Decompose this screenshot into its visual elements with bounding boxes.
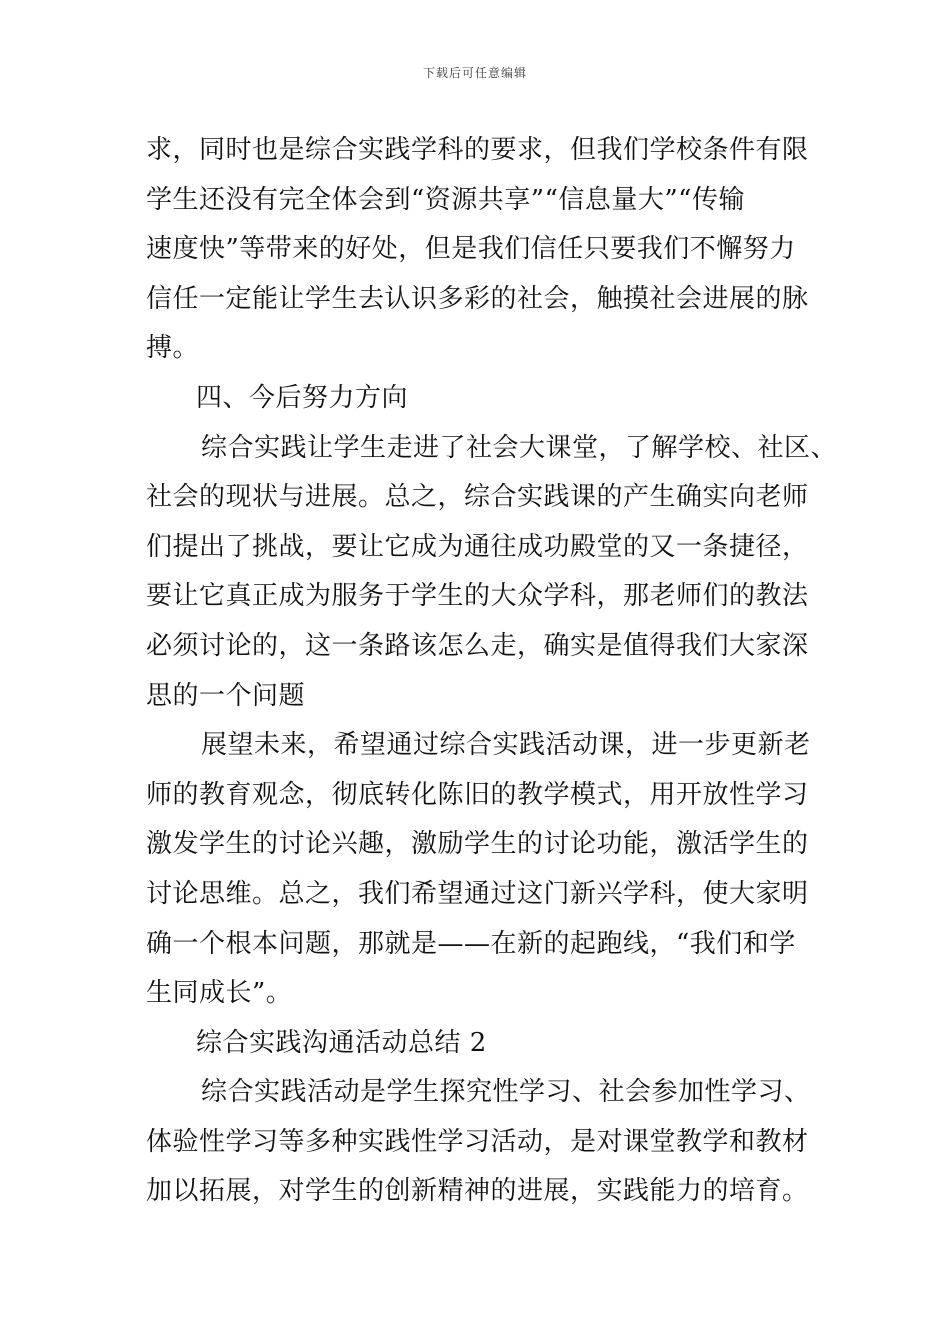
- text-line: 要让它真正成为服务于学生的大众学科，那老师们的教法: [146, 581, 809, 612]
- text-line: 求，同时也是综合实践学科的要求，但我们学校条件有限: [146, 135, 809, 165]
- text-line: 生同成长”。: [146, 978, 293, 1009]
- text-line: 社会的现状与进展。总之，综合实践课的产生确实向老师: [146, 482, 809, 513]
- text-line: 激发学生的讨论兴趣，激励学生的讨论功能，激活学生的: [146, 829, 809, 860]
- text-line: 体验性学习等多种实践性学习活动，是对课堂教学和教材: [146, 1126, 809, 1157]
- text-line: 综合实践让学生走进了社会大课堂，了解学校、社区、: [201, 432, 838, 463]
- body-text: [146, 126, 836, 1217]
- page-header: 下载后可任意编辑: [422, 66, 527, 80]
- text-line: 搏。: [146, 333, 200, 364]
- section-heading: 综合实践沟通活动总结 2: [196, 1027, 487, 1058]
- text-line: 讨论思维。总之，我们希望通过这门新兴学科，使大家明: [146, 878, 809, 909]
- text-line: 速度快”等带来的好处，但是我们信任只要我们不懈努力: [146, 234, 796, 265]
- text-line: 展望未来，希望通过综合实践活动课，进一步更新老: [201, 730, 811, 761]
- text-line: 必须讨论的，这一条路该怎么走，确实是值得我们大家深: [146, 630, 809, 661]
- text-line: 师的教育观念，彻底转化陈旧的教学模式，用开放性学习: [146, 779, 809, 810]
- text-line: 们提出了挑战，要让它成为通往成功殿堂的又一条捷径，: [146, 531, 809, 562]
- text-line: 思的一个问题: [146, 680, 306, 711]
- section-heading: 四、今后努力方向: [196, 382, 409, 413]
- text-line: 确一个根本问题，那就是——在新的起跑线，“我们和学: [146, 928, 796, 959]
- text-line: 加以拓展，对学生的创新精神的进展，实践能力的培育。: [146, 1176, 809, 1207]
- text-line: 综合实践活动是学生探究性学习、社会参加性学习、: [201, 1077, 811, 1108]
- text-line: 信任一定能让学生去认识多彩的社会，触摸社会进展的脉: [146, 283, 809, 314]
- text-line: 学生还没有完全体会到“资源共享”“信息量大”“传输: [146, 184, 745, 215]
